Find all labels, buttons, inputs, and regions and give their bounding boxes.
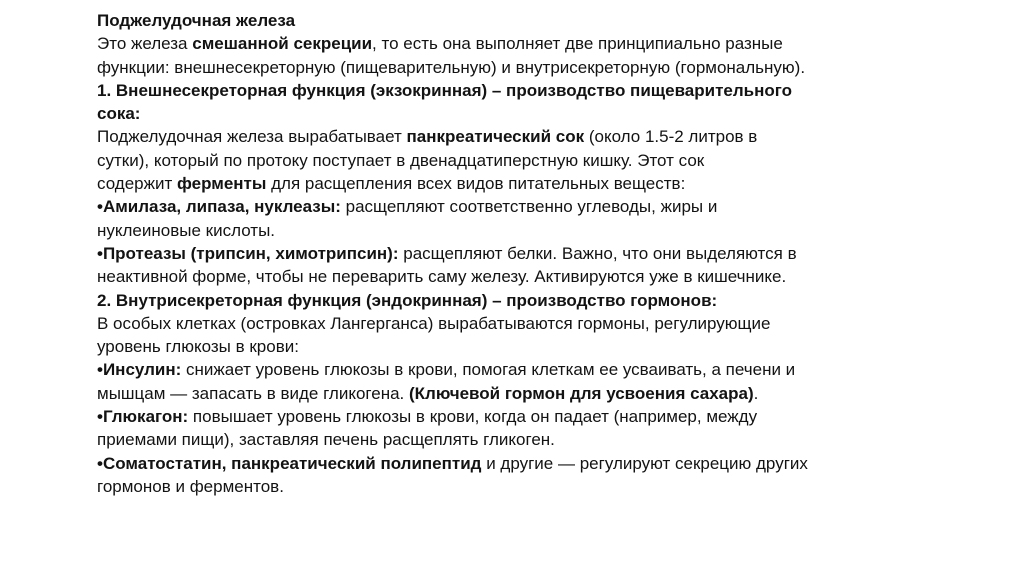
- bold-text-segment: сока:: [97, 104, 141, 124]
- text-line: [97, 242, 927, 265]
- bold-text-segment: смешанной секреции: [192, 34, 373, 54]
- text-line: [97, 219, 927, 242]
- text-line: [97, 32, 927, 55]
- text-segment: мышцам — запасать в виде гликогена.: [97, 383, 410, 403]
- text-line: [97, 405, 927, 428]
- text-segment: уровень глюкозы в крови:: [97, 337, 299, 357]
- text-line: [97, 358, 927, 381]
- bold-text-segment: ферменты: [176, 174, 267, 194]
- text-segment: функции: внешнесекреторную (пищеварительную) и внутрисекреторную (гормональную).: [97, 57, 806, 77]
- text-line: [97, 265, 927, 288]
- text-segment: сутки), который по протоку поступает в двенадцатиперстную кишку. Этот сок: [97, 150, 705, 170]
- text-line: [97, 335, 927, 358]
- text-line: [97, 79, 927, 102]
- text-segment: для расщепления всех видов питательных веществ:: [266, 174, 686, 194]
- text-line: [97, 56, 927, 79]
- bold-text-segment: 1. Внешнесекреторная функция (экзокринная) – производство пищеварительного: [97, 80, 793, 100]
- text-line: [97, 312, 927, 335]
- bold-text-segment: •Протеазы (трипсин, химотрипсин):: [97, 243, 399, 263]
- text-line: [97, 452, 927, 475]
- text-segment: гормонов и ферментов.: [97, 476, 284, 496]
- text-segment: .: [753, 383, 759, 403]
- bold-text-segment: •Соматостатин, панкреатический полипептид: [97, 453, 482, 473]
- text-segment: нуклеиновые кислоты.: [97, 220, 276, 240]
- text-segment: , то есть она выполняет две принципиально разные: [372, 34, 783, 54]
- bold-text-segment: •Глюкагон:: [97, 407, 189, 427]
- text-segment: неактивной форме, чтобы не переварить саму железу. Активируются уже в кишечнике.: [97, 267, 787, 287]
- text-line: [97, 125, 927, 148]
- text-line: [97, 9, 927, 32]
- bold-text-segment: •Инсулин:: [97, 360, 182, 380]
- text-line: [97, 382, 927, 405]
- text-line: [97, 428, 927, 451]
- text-segment: В особых клетках (островках Лангерганса) вырабатываются гормоны, регулирующие: [97, 313, 771, 333]
- bold-text-segment: панкреатический сок: [406, 127, 585, 147]
- text-segment: содержит: [97, 174, 177, 194]
- text-segment: Поджелудочная железа вырабатывает: [97, 127, 407, 147]
- text-line: [97, 289, 927, 312]
- text-line: [97, 172, 927, 195]
- text-line: [97, 475, 927, 498]
- bold-text-segment: •Амилаза, липаза, нуклеазы:: [97, 197, 341, 217]
- bold-text-segment: Поджелудочная железа: [97, 11, 296, 30]
- text-line: [97, 102, 927, 125]
- bold-text-segment: (Ключевой гормон для усвоения сахара): [409, 383, 754, 403]
- text-segment: и другие — регулируют секрецию других: [481, 453, 808, 473]
- text-segment: приемами пищи), заставляя печень расщеплять гликоген.: [97, 430, 555, 450]
- text-segment: (около 1.5-2 литров в: [584, 127, 758, 147]
- text-segment: расщепляют белки. Важно, что они выделяются в: [398, 243, 797, 263]
- text-segment: Это железа: [97, 34, 193, 54]
- text-segment: повышает уровень глюкозы в крови, когда он падает (например, между: [188, 407, 758, 427]
- bold-text-segment: 2. Внутрисекреторная функция (эндокринная) – производство гормонов:: [97, 290, 718, 310]
- text-block: [97, 9, 927, 498]
- text-segment: расщепляют соответственно углеводы, жиры и: [340, 197, 718, 217]
- text-line: [97, 149, 927, 172]
- text-segment: снижает уровень глюкозы в крови, помогая клеткам ее усваивать, а печени и: [181, 360, 796, 380]
- text-line: [97, 195, 927, 218]
